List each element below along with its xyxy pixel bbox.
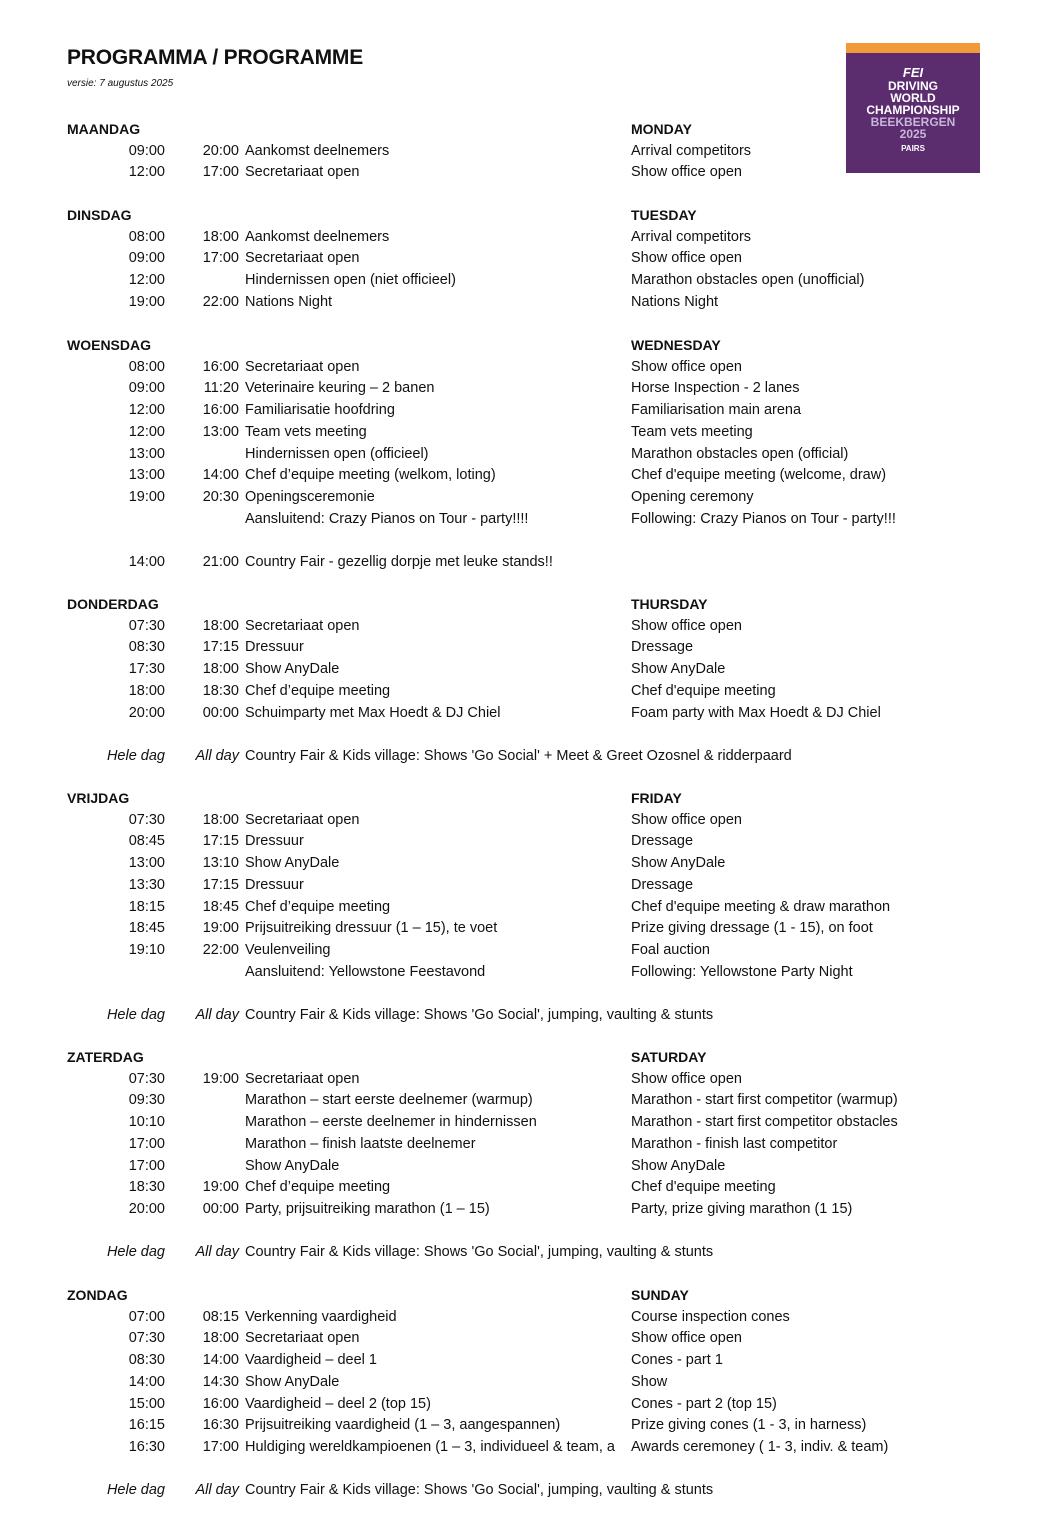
extra-start: Hele dag [106,747,165,764]
end-time: 08:15 [202,1308,239,1325]
schedule-row [0,940,1054,962]
schedule-row [0,831,1054,853]
end-time: 11:20 [203,380,239,397]
end-time: 00:00 [202,1200,239,1217]
schedule-row [0,248,1054,270]
activity-nl: Prijsuitreiking vaardigheid (1 – 3, aangespannen) [245,1417,561,1434]
activity-en: Chef d'equipe meeting (welcome, draw) [631,467,887,484]
start-time: 08:30 [128,639,165,656]
extra-row [0,552,1054,574]
start-time: 17:30 [128,661,165,678]
activity-nl: Secretariaat open [245,164,360,181]
day-header [0,205,1054,227]
activity-nl: Schuimparty met Max Hoedt & DJ Chiel [245,704,501,721]
day-header [0,1285,1054,1307]
day-name-nl: ZATERDAG [67,1049,144,1065]
extra-row [0,1480,1054,1502]
activity-en: Course inspection cones [631,1308,790,1325]
schedule-row [0,465,1054,487]
day-name-nl: MAANDAG [67,121,141,137]
activity-en: Nations Night [631,293,719,310]
activity-en: Foam party with Max Hoedt & DJ Chiel [631,704,881,721]
schedule-row [0,875,1054,897]
activity-en: Foal auction [631,941,710,958]
end-time: 13:00 [202,423,239,440]
start-time: 13:00 [128,445,165,462]
schedule-row [0,292,1054,314]
start-time: 09:00 [128,250,165,267]
end-time: 17:15 [202,876,239,893]
activity-nl: Vaardigheid – deel 1 [245,1352,377,1369]
end-time: 18:00 [202,228,239,245]
end-time: 17:15 [202,833,239,850]
activity-nl: Secretariaat open [245,358,360,375]
activity-nl: Openingsceremonie [245,488,375,505]
activity-nl: Show AnyDale [245,1373,340,1390]
logo-line-driving: DRIVING [887,79,938,93]
activity-nl: Team vets meeting [245,423,367,440]
start-time: 10:10 [128,1114,165,1131]
schedule-row [0,962,1054,984]
activity-en: Marathon - finish last competitor [631,1135,838,1152]
start-time: 09:00 [128,142,165,159]
activity-nl: Familiarisatie hoofdring [245,402,395,419]
extra-start: Hele dag [106,1244,165,1261]
day-header [0,1047,1054,1069]
activity-nl: Chef d’equipe meeting [245,898,391,915]
end-time: 16:00 [202,358,239,375]
end-time: 18:00 [202,661,239,678]
activity-en: Show office open [631,617,742,634]
extra-activity: Country Fair - gezellig dorpje met leuke stands!! [245,554,553,570]
activity-en: Marathon - start first competitor (warmup) [631,1092,898,1109]
end-time: 20:30 [202,488,239,505]
day-name-en: TUESDAY [631,207,697,223]
extra-start: Hele dag [106,1007,165,1023]
schedule-row [0,1112,1054,1134]
schedule-row [0,270,1054,292]
activity-en: Arrival competitors [631,142,752,159]
start-time: 20:00 [128,1200,165,1217]
activity-en: Opening ceremony [631,488,754,505]
start-time: 16:30 [128,1438,165,1455]
start-time: 16:15 [128,1417,165,1434]
day-name-en: SATURDAY [631,1049,707,1065]
schedule-row [0,1415,1054,1437]
end-time: 22:00 [202,293,239,310]
extra-activity: Country Fair & Kids village: Shows 'Go Social', jumping, vaulting & stunts [245,1482,714,1499]
activity-nl: Dressuur [245,833,304,850]
activity-nl: Show AnyDale [245,1157,340,1174]
start-time: 12:00 [128,164,165,181]
day-name-nl: DINSDAG [67,207,132,223]
schedule-row [0,1394,1054,1416]
end-time: 18:00 [202,617,239,634]
end-time: 16:00 [202,1395,239,1412]
start-time: 12:00 [128,402,165,419]
schedule-row [0,1307,1054,1329]
activity-en: Show office open [631,164,742,181]
activity-nl: Secretariaat open [245,1070,360,1087]
activity-nl: Prijsuitreiking dressuur (1 – 15), te voet [245,920,498,937]
activity-en: Familiarisation main arena [631,402,802,419]
activity-en: Awards ceremoney ( 1- 3, indiv. & team) [631,1438,889,1455]
schedule-row [0,616,1054,638]
schedule-row [0,1069,1054,1091]
activity-nl: Dressuur [245,876,304,893]
schedule-row [0,1199,1054,1221]
extra-row [0,1005,1054,1027]
start-time: 13:30 [128,876,165,893]
end-time: 19:00 [202,1070,239,1087]
activity-nl: Nations Night [245,293,333,310]
start-time: 07:00 [128,1308,165,1325]
extra-row [0,1242,1054,1264]
start-time: 19:00 [128,293,165,310]
schedule-row [0,1437,1054,1459]
start-time: 08:00 [128,228,165,245]
start-time: 08:30 [128,1352,165,1369]
activity-nl: Marathon – finish laatste deelnemer [245,1135,476,1152]
activity-en: Dressage [631,639,694,656]
start-time: 12:00 [128,272,165,289]
start-time: 07:30 [128,617,165,634]
activity-nl: Marathon – start eerste deelnemer (warmup) [245,1092,533,1109]
activity-en: Chef d'equipe meeting [631,682,776,699]
schedule-row [0,637,1054,659]
activity-nl: Veterinaire keuring – 2 banen [245,380,435,397]
start-time: 18:00 [128,682,165,699]
activity-nl: Vaardigheid – deel 2 (top 15) [245,1395,431,1412]
activity-nl: Party, prijsuitreiking marathon (1 – 15) [245,1200,490,1217]
schedule-row [0,1177,1054,1199]
extra-end: 21:00 [202,554,239,570]
end-time: 19:00 [202,1179,239,1196]
activity-en: Dressage [631,833,694,850]
extra-start: 14:00 [128,554,165,570]
extra-end: All day [195,1007,239,1023]
start-time: 18:15 [128,898,165,915]
schedule-row [0,1350,1054,1372]
start-time: 07:30 [128,1330,165,1347]
schedule-row [0,897,1054,919]
extra-end: All day [195,1244,239,1261]
activity-en: Show office open [631,811,742,828]
schedule-row [0,487,1054,509]
activity-en: Horse Inspection - 2 lanes [631,380,800,397]
end-time: 18:00 [202,1330,239,1347]
schedule-row [0,227,1054,249]
extra-activity: Country Fair & Kids village: Shows 'Go Social', jumping, vaulting & stunts [245,1244,714,1261]
activity-en: Show [631,1373,668,1390]
activity-en: Chef d'equipe meeting & draw marathon [631,898,891,915]
end-time: 14:00 [202,1352,239,1369]
start-time: 18:45 [128,920,165,937]
logo-fei: FEI [902,65,924,80]
start-time: 18:30 [128,1179,165,1196]
start-time: 07:30 [128,1070,165,1087]
end-time: 18:30 [202,682,239,699]
schedule-row [0,1328,1054,1350]
activity-en: Show AnyDale [631,661,726,678]
start-time: 09:30 [128,1092,165,1109]
activity-nl: Chef d’equipe meeting [245,1179,391,1196]
activity-en: Marathon obstacles open (official) [631,445,849,462]
activity-en: Marathon - start first competitor obstacles [631,1114,898,1131]
day-name-nl: DONDERDAG [67,596,159,612]
activity-en: Show office open [631,358,742,375]
schedule-row [0,659,1054,681]
end-time: 20:00 [202,142,239,159]
activity-en: Show office open [631,250,742,267]
end-time: 19:00 [202,920,239,937]
activity-nl: Aansluitend: Yellowstone Feestavond [245,963,486,980]
activity-nl: Aansluitend: Crazy Pianos on Tour - party!!!! [245,510,529,527]
extra-start: Hele dag [106,1482,165,1499]
day-name-en: WEDNESDAY [631,337,721,353]
start-time: 17:00 [128,1135,165,1152]
day-name-en: MONDAY [631,121,692,137]
activity-nl: Secretariaat open [245,250,360,267]
version-note: versie: 7 augustus 2025 [67,78,174,89]
day-header [0,335,1054,357]
schedule-row [0,1090,1054,1112]
logo-line-world: WORLD [890,91,936,105]
activity-nl: Veulenveiling [245,941,331,958]
end-time: 13:10 [202,855,239,872]
activity-nl: Dressuur [245,639,304,656]
logo-line-year: 2025 [899,127,927,141]
schedule-row [0,378,1054,400]
activity-en: Show AnyDale [631,855,726,872]
activity-en: Show office open [631,1330,742,1347]
activity-en: Following: Crazy Pianos on Tour - party!!! [631,510,896,527]
extra-row [0,746,1054,768]
day-name-nl: VRIJDAG [67,790,130,806]
activity-nl: Chef d’equipe meeting (welkom, loting) [245,467,496,484]
start-time: 13:00 [128,855,165,872]
activity-en: Arrival competitors [631,228,752,245]
activity-en: Prize giving dressage (1 - 15), on foot [631,920,873,937]
activity-en: Cones - part 2 (top 15) [631,1395,777,1412]
activity-en: Following: Yellowstone Party Night [631,963,853,980]
schedule-row [0,1156,1054,1178]
activity-nl: Chef d’equipe meeting [245,682,391,699]
day-name-en: THURSDAY [631,596,708,612]
start-time: 09:00 [128,380,165,397]
activity-nl: Hindernissen open (niet officieel) [245,272,456,289]
end-time: 18:45 [202,898,239,915]
start-time: 15:00 [128,1395,165,1412]
schedule-row [0,1134,1054,1156]
activity-en: Party, prize giving marathon (1 15) [631,1200,853,1217]
activity-nl: Secretariaat open [245,617,360,634]
extra-end: All day [195,747,239,764]
activity-en: Show AnyDale [631,1157,726,1174]
end-time: 14:30 [202,1373,239,1390]
schedule-row [0,141,1054,163]
logo-line-beekbergen: BEEKBERGEN [870,115,956,129]
schedule-row [0,422,1054,444]
activity-nl: Verkenning vaardigheid [245,1308,397,1325]
day-name-en: SUNDAY [631,1287,689,1303]
schedule-row [0,918,1054,940]
start-time: 17:00 [128,1157,165,1174]
activity-nl: Huldiging wereldkampioenen (1 – 3, individueel & team, a [245,1438,615,1455]
activity-en: Prize giving cones (1 - 3, in harness) [631,1417,867,1434]
activity-en: Team vets meeting [631,423,753,440]
schedule-row [0,810,1054,832]
day-header [0,594,1054,616]
end-time: 16:30 [202,1417,239,1434]
extra-activity: Country Fair & Kids village: Shows 'Go Social', jumping, vaulting & stunts [245,1007,714,1023]
schedule-row [0,400,1054,422]
end-time: 17:15 [202,639,239,656]
start-time: 19:10 [128,941,165,958]
end-time: 17:00 [202,1438,239,1455]
start-time: 07:30 [128,811,165,828]
activity-nl: Aankomst deelnemers [245,228,390,245]
start-time: 14:00 [128,1373,165,1390]
start-time: 08:00 [128,358,165,375]
day-name-en: FRIDAY [631,790,682,806]
activity-en: Marathon obstacles open (unofficial) [631,272,865,289]
activity-en: Dressage [631,876,694,893]
end-time: 17:00 [202,250,239,267]
extra-end: All day [195,1482,239,1499]
schedule-row [0,444,1054,466]
schedule-row [0,853,1054,875]
end-time: 00:00 [202,704,239,721]
end-time: 16:00 [202,402,239,419]
day-header [0,788,1054,810]
end-time: 18:00 [202,811,239,828]
start-time: 19:00 [128,488,165,505]
activity-en: Chef d'equipe meeting [631,1179,776,1196]
start-time: 12:00 [128,423,165,440]
activity-nl: Secretariaat open [245,1330,360,1347]
day-header [0,119,1054,141]
activity-nl: Hindernissen open (officieel) [245,445,429,462]
schedule-row [0,162,1054,184]
end-time: 22:00 [202,941,239,958]
activity-nl: Marathon – eerste deelnemer in hindernissen [245,1114,537,1131]
logo-line-pairs: PAIRS [901,144,925,153]
schedule-row [0,1372,1054,1394]
end-time: 14:00 [202,467,239,484]
start-time: 08:45 [128,833,165,850]
day-name-nl: ZONDAG [67,1287,128,1303]
start-time: 13:00 [128,467,165,484]
end-time: 17:00 [202,164,239,181]
activity-nl: Show AnyDale [245,855,340,872]
activity-en: Show office open [631,1070,742,1087]
activity-en: Cones - part 1 [631,1352,723,1369]
logo-line-championship: CHAMPIONSHIP [866,103,960,117]
extra-activity: Country Fair & Kids village: Shows 'Go Social' + Meet & Greet Ozosnel & ridderpaard [245,747,792,764]
start-time: 20:00 [128,704,165,721]
activity-nl: Show AnyDale [245,661,340,678]
schedule-row [0,703,1054,725]
day-name-nl: WOENSDAG [67,337,151,353]
page-title: PROGRAMMA / PROGRAMME [67,46,364,69]
activity-nl: Secretariaat open [245,811,360,828]
schedule-row [0,509,1054,531]
activity-nl: Aankomst deelnemers [245,142,390,159]
schedule-row [0,357,1054,379]
schedule-row [0,681,1054,703]
